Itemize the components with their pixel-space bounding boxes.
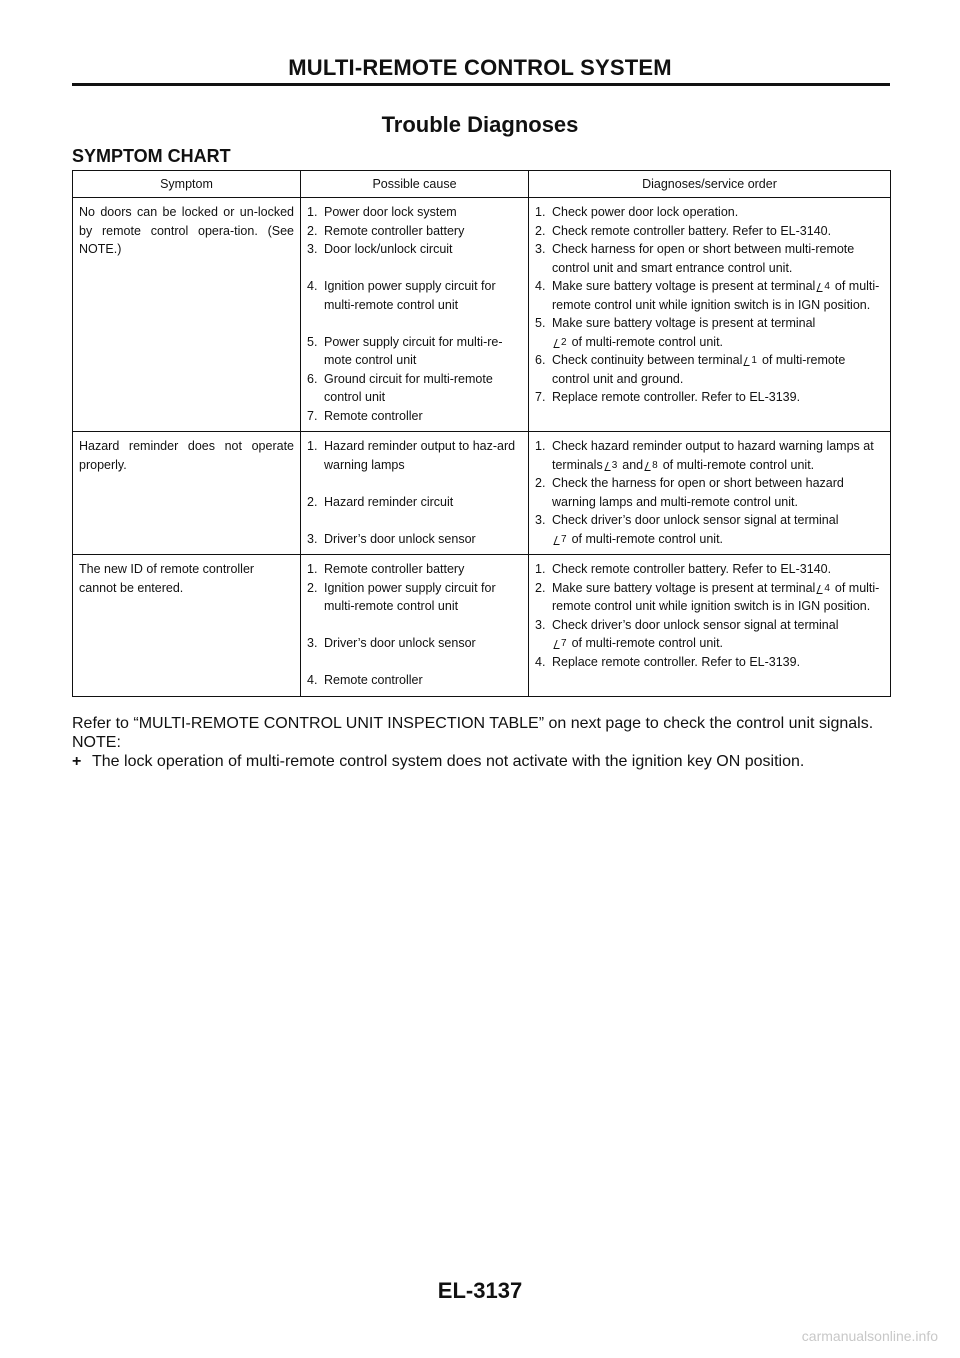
list-item: 3. Driver’s door unlock sensor <box>307 636 476 650</box>
page-title: Trouble Diagnoses <box>381 112 579 137</box>
list-item: 3. Door lock/unlock circuit <box>307 242 453 256</box>
bullet-icon: + <box>72 753 82 770</box>
symptom-cell: No doors can be locked or un-locked by remote control opera-tion. (See NOTE.) <box>73 198 301 432</box>
terminal-number-icon: 7 <box>554 638 568 649</box>
list-item: 6. Check continuity between terminal 1 of multi-remote control unit and ground. <box>535 353 846 386</box>
table-row <box>73 198 891 432</box>
terminal-number-icon: 3 <box>605 460 619 471</box>
terminal-number-icon: 1 <box>744 355 758 366</box>
list-item: 4. Make sure battery voltage is present at terminal 4 of multi-remote control unit while ignition switch is in IGN position. <box>535 279 880 312</box>
note-item <box>72 752 890 771</box>
table-row <box>73 555 891 697</box>
diagnoses-cell <box>529 432 891 555</box>
note-label: NOTE: <box>72 734 121 751</box>
watermark: carmanualsonline.info <box>801 1328 938 1344</box>
list-item: 1. Remote controller battery <box>307 562 465 576</box>
list-item: 1. Power door lock system <box>307 205 457 219</box>
diagnoses-cell <box>529 198 891 432</box>
section-title: SYMPTOM CHART <box>72 146 231 166</box>
list-item: 5. Power supply circuit for multi-re-mote control unit <box>307 334 503 367</box>
note-text: The lock operation of multi-remote control system does not activate with the ignition key ON position. <box>92 753 805 770</box>
list-item: 3. Check driver’s door unlock sensor signal at terminal 7 of multi-remote control unit. <box>535 617 839 650</box>
cause-cell <box>301 432 529 555</box>
terminal-number-icon: 8 <box>645 460 659 471</box>
list-item: 6. Ground circuit for multi-remote control unit <box>307 371 493 404</box>
list-item: 1. Check hazard reminder output to hazard warning lamps at terminals 3 and 8 of multi-remote control unit. <box>535 439 874 472</box>
list-item: 7. Replace remote controller. Refer to EL-3139. <box>535 390 801 404</box>
list-item: 2. Ignition power supply circuit for multi-remote control unit <box>307 580 496 613</box>
terminal-number-icon: 4 <box>817 583 831 594</box>
list-item: 4. Replace remote controller. Refer to EL-3139. <box>535 654 801 669</box>
list-item: 2. Check the harness for open or short between hazard warning lamps and multi-remote control unit. <box>535 476 844 509</box>
list-item: 4. Ignition power supply circuit for multi-remote control unit <box>307 279 496 312</box>
cause-cell <box>301 198 529 432</box>
list-item: 3. Check driver’s door unlock sensor signal at terminal 7 of multi-remote control unit. <box>535 513 839 546</box>
symptom-cell: The new ID of remote controller cannot be entered. <box>73 555 301 697</box>
list-item: 1. Check remote controller battery. Refer to EL-3140. <box>535 562 832 576</box>
page-number: EL-3137 <box>437 1278 523 1303</box>
column-header-symptom: Symptom <box>73 171 301 198</box>
list-item: 5. Make sure battery voltage is present at terminal 2 of multi-remote control unit. <box>535 316 816 349</box>
refer-paragraph: Refer to “MULTI-REMOTE CONTROL UNIT INSPECTION TABLE” on next page to check the control unit signals. <box>72 715 874 732</box>
table-header-row <box>73 171 891 198</box>
list-item: 3. Driver’s door unlock sensor <box>307 531 476 546</box>
symptom-chart-table <box>72 170 891 697</box>
terminal-number-icon: 4 <box>817 281 831 292</box>
column-header-diagnoses: Diagnoses/service order <box>529 171 891 198</box>
list-item: 4. Remote controller <box>307 673 423 687</box>
cause-cell <box>301 555 529 697</box>
column-header-possible-cause: Possible cause <box>301 171 529 198</box>
list-item: 7. Remote controller <box>307 408 423 423</box>
header-title: MULTI-REMOTE CONTROL SYSTEM <box>288 55 672 80</box>
list-item: 3. Check harness for open or short between multi-remote control unit and smart entrance control unit. <box>535 242 855 275</box>
terminal-number-icon: 7 <box>554 534 568 545</box>
list-item: 1. Hazard reminder output to haz-ard warning lamps <box>307 439 516 472</box>
list-item: 2. Make sure battery voltage is present at terminal 4 of multi-remote control unit while ignition switch is in IGN position. <box>535 580 880 613</box>
header-rule <box>72 83 890 86</box>
list-item: 2. Check remote controller battery. Refer to EL-3140. <box>535 223 832 238</box>
footer-notes <box>72 714 890 771</box>
list-item: 2. Remote controller battery <box>307 223 465 238</box>
table-row <box>73 432 891 555</box>
diagnoses-cell <box>529 555 891 697</box>
list-item: 2. Hazard reminder circuit <box>307 494 454 509</box>
symptom-cell: Hazard reminder does not operate properly. <box>73 432 301 555</box>
terminal-number-icon: 2 <box>554 337 568 348</box>
list-item: 1. Check power door lock operation. <box>535 205 739 219</box>
